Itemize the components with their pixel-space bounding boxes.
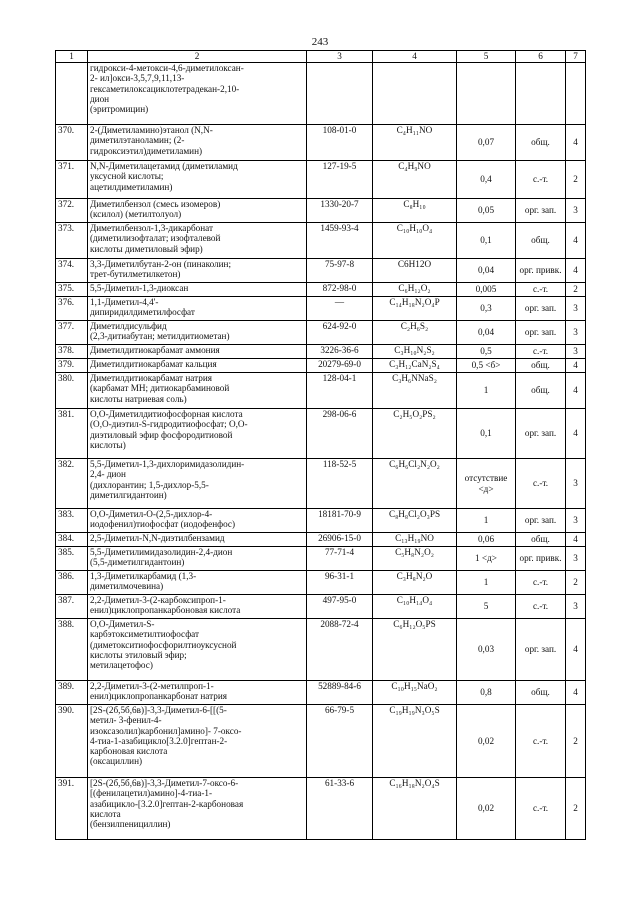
page-number: 243 (311, 36, 329, 48)
hazard-class-cell: 4 (566, 619, 586, 681)
row-number-cell: 383. (56, 509, 88, 533)
cas-number-cell: 66-79-5 (307, 705, 373, 778)
header-cell: 5 (457, 51, 516, 63)
hazard-sign-cell: с.-т. (516, 161, 566, 199)
cas-number-cell: 77-71-4 (307, 547, 373, 571)
concentration-cell: 0,4 (457, 161, 516, 199)
hazard-sign-cell: с.-т. (516, 778, 566, 840)
hazard-sign-cell: орг. зап. (516, 297, 566, 321)
hazard-class-cell: 4 (566, 223, 586, 259)
cas-number-cell: 2088-72-4 (307, 619, 373, 681)
formula-cell: C₃H₁₀N₂S₂ (373, 345, 457, 359)
row-number-cell: 384. (56, 533, 88, 547)
row-number-cell: 389. (56, 681, 88, 705)
formula-cell: C₆H₁₂O₂ (373, 283, 457, 297)
table-row (56, 533, 586, 547)
formula-cell: C₃H₆NNaS₂ (373, 373, 457, 409)
formula-cell: C₁₀H₁₀O₄ (373, 223, 457, 259)
concentration-cell: 1 (457, 373, 516, 409)
substance-name-cell: гидрокси-4-метокси-4,6-диметилоксан- 2- ил]окси-3,5,7,9,11,13- гексаметилоксациклотетрадекан-2,10- дион (эритромицин) (88, 63, 307, 125)
formula-cell (373, 63, 457, 125)
concentration-cell: 1 (457, 571, 516, 595)
cas-number-cell: 298-06-6 (307, 409, 373, 459)
formula-cell: C₁₉H₁₉N₃O₅S (373, 705, 457, 778)
formula-cell: C₆H₆Cl₂N₂O₂ (373, 459, 457, 509)
substance-name-cell: 1,3-Диметилкарбамид (1,3- диметилмочевина) (88, 571, 307, 595)
concentration-cell: 0,05 (457, 199, 516, 223)
concentration-cell: 0,02 (457, 705, 516, 778)
formula-cell: C₈H₁₀ (373, 199, 457, 223)
concentration-cell: 0,3 (457, 297, 516, 321)
table-row (56, 259, 586, 283)
cas-number-cell (307, 63, 373, 125)
concentration-cell: 0,005 (457, 283, 516, 297)
concentration-cell: 0,1 (457, 223, 516, 259)
table-row (56, 283, 586, 297)
concentration-cell: 0,1 (457, 409, 516, 459)
formula-cell: C₁₃H₁₉NO (373, 533, 457, 547)
cas-number-cell: 75-97-8 (307, 259, 373, 283)
cas-number-cell: 128-04-1 (307, 373, 373, 409)
header-cell: 3 (307, 51, 373, 63)
table-row (56, 359, 586, 373)
concentration-cell: 0,07 (457, 125, 516, 161)
hazard-sign-cell: орг. зап. (516, 409, 566, 459)
row-number-cell: 387. (56, 595, 88, 619)
row-number-cell: 381. (56, 409, 88, 459)
concentration-cell (457, 63, 516, 125)
hazard-class-cell: 3 (566, 459, 586, 509)
hazard-class-cell: 2 (566, 571, 586, 595)
concentration-cell: 0,8 (457, 681, 516, 705)
substance-name-cell: N,N-Диметилацетамид (диметиламид уксусной кислоты; ацетилдиметиламин) (88, 161, 307, 199)
row-number-cell: 390. (56, 705, 88, 778)
formula-cell: C₂H₆S₂ (373, 321, 457, 345)
table-row (56, 409, 586, 459)
substance-name-cell: Диметилбензол (смесь изомеров) (ксилол) (метилтолуол) (88, 199, 307, 223)
hazard-class-cell: 3 (566, 509, 586, 533)
hazard-class-cell: 4 (566, 373, 586, 409)
cas-number-cell: 1459-93-4 (307, 223, 373, 259)
formula-cell: C₁₀H₁₄O₄ (373, 595, 457, 619)
table-row (56, 297, 586, 321)
hazard-class-cell: 3 (566, 595, 586, 619)
hazard-class-cell: 2 (566, 778, 586, 840)
row-number-cell: 379. (56, 359, 88, 373)
formula-cell: C₁₆H₁₈N₂O₄S (373, 778, 457, 840)
table-row (56, 125, 586, 161)
hazard-class-cell: 4 (566, 359, 586, 373)
table-row (56, 345, 586, 359)
row-number-cell: 380. (56, 373, 88, 409)
concentration-cell: 1 (457, 509, 516, 533)
table-row (56, 161, 586, 199)
table-row (56, 778, 586, 840)
hazard-class-cell: 4 (566, 259, 586, 283)
hazard-sign-cell: с.-т. (516, 459, 566, 509)
table-row (56, 199, 586, 223)
hazard-sign-cell: орг. зап. (516, 199, 566, 223)
row-number-cell: 382. (56, 459, 88, 509)
table-row (56, 223, 586, 259)
row-number-cell: 373. (56, 223, 88, 259)
substance-name-cell: 3,3-Диметилбутан-2-он (пинаколин; трет-бутилметилкетон) (88, 259, 307, 283)
substance-name-cell: О,О-Диметил-S- карбэтоксиметилтиофосфат (диметокситиофосфорилтиоуксусной кислоты этиловый эфир; метилацетофос) (88, 619, 307, 681)
hazard-class-cell: 2 (566, 283, 586, 297)
formula-cell: C₄H₉NO (373, 161, 457, 199)
substance-name-cell: 5,5-Диметил-1,3-дихлоримидазолидин- 2,4- дион (дихлорантин; 1,5-дихлор-5,5- диметилгидантоин) (88, 459, 307, 509)
substance-name-cell: Диметилбензол-1,3-дикарбонат (диметилизофталат; изофталевой кислоты диметиловый эфир) (88, 223, 307, 259)
row-number-cell: 378. (56, 345, 88, 359)
hazard-sign-cell: с.-т. (516, 571, 566, 595)
substance-name-cell: 2,2-Диметил-3-(2-карбоксипроп-1- енил)циклопропанкарбоновая кислота (88, 595, 307, 619)
header-cell: 1 (56, 51, 88, 63)
hazard-class-cell (566, 63, 586, 125)
table-row (56, 63, 586, 125)
hazard-sign-cell: орг. зап. (516, 509, 566, 533)
table-row (56, 571, 586, 595)
row-number-cell: 386. (56, 571, 88, 595)
cas-number-cell: 497-95-0 (307, 595, 373, 619)
cas-number-cell: 3226-36-6 (307, 345, 373, 359)
concentration-cell: 0,5 <б> (457, 359, 516, 373)
formula-cell: C₁₀H₁₅NaO₂ (373, 681, 457, 705)
hazard-class-cell: 3 (566, 321, 586, 345)
hazard-class-cell: 4 (566, 409, 586, 459)
substance-name-cell: 5,5-Диметил-1,3-диоксан (88, 283, 307, 297)
hazard-class-cell: 4 (566, 681, 586, 705)
cas-number-cell: 1330-20-7 (307, 199, 373, 223)
row-number-cell: 377. (56, 321, 88, 345)
header-row (56, 51, 586, 63)
concentration-cell: 0,06 (457, 533, 516, 547)
cas-number-cell: 872-98-0 (307, 283, 373, 297)
hazard-class-cell: 4 (566, 533, 586, 547)
concentration-cell: 5 (457, 595, 516, 619)
hazard-sign-cell: с.-т. (516, 595, 566, 619)
table-row (56, 509, 586, 533)
cas-number-cell: 26906-15-0 (307, 533, 373, 547)
formula-cell: C6H12O (373, 259, 457, 283)
hazard-class-cell: 4 (566, 125, 586, 161)
hazard-sign-cell: общ. (516, 533, 566, 547)
header-cell: 6 (516, 51, 566, 63)
table-row (56, 705, 586, 778)
table-row (56, 321, 586, 345)
concentration-cell: отсутствие <д> (457, 459, 516, 509)
concentration-cell: 0,04 (457, 321, 516, 345)
cas-number-cell: 20279-69-0 (307, 359, 373, 373)
cas-number-cell: 624-92-0 (307, 321, 373, 345)
cas-number-cell: 127-19-5 (307, 161, 373, 199)
row-number-cell: 385. (56, 547, 88, 571)
hazard-class-cell: 3 (566, 199, 586, 223)
hazard-class-cell: 3 (566, 547, 586, 571)
formula-cell: C₅H₈N₂O₂ (373, 547, 457, 571)
row-number-cell: 371. (56, 161, 88, 199)
formula-cell: C₄H₁₁NO (373, 125, 457, 161)
header-cell: 7 (566, 51, 586, 63)
table-row (56, 595, 586, 619)
row-number-cell: 375. (56, 283, 88, 297)
hazard-sign-cell: общ. (516, 373, 566, 409)
table-row (56, 373, 586, 409)
substance-name-cell: О,О-Диметилдитиофосфорная кислота (О,О-диэтил-S-гидродитиофосфат; О,О- диэтиловый эфир фосфородитиовой кислоты) (88, 409, 307, 459)
cas-number-cell: 52889-84-6 (307, 681, 373, 705)
substance-name-cell: 2,5-Диметил-N,N-диэтилбензамид (88, 533, 307, 547)
table-row (56, 547, 586, 571)
concentration-cell: 0,04 (457, 259, 516, 283)
substance-name-cell: Диметилдитиокарбамат аммония (88, 345, 307, 359)
header-cell: 2 (88, 51, 307, 63)
substance-name-cell: [2S-(2б,5б,6в)]-3,3-Диметил-7-оксо-6- [(фенилацетил)амино]-4-тиа-1- азабицикло-[3.2.0]гептан-2-карбоновая кислота (бензилпенициллин) (88, 778, 307, 840)
hazard-sign-cell: орг. привк. (516, 259, 566, 283)
hazard-sign-cell: общ. (516, 125, 566, 161)
substance-name-cell: 2-(Диметиламино)этанол (N,N- диметилэтаноламин; (2- гидроксиэтил)диметиламин) (88, 125, 307, 161)
substance-name-cell: О,О-Диметил-О-(2,5-дихлор-4- иодофенил)тиофосфат (иодофенфос) (88, 509, 307, 533)
substance-name-cell: Диметилдисульфид (2,3-дитиабутан; метилдитиометан) (88, 321, 307, 345)
row-number-cell: 391. (56, 778, 88, 840)
hazard-sign-cell: общ. (516, 359, 566, 373)
hazard-class-cell: 2 (566, 705, 586, 778)
hazard-sign-cell: общ. (516, 223, 566, 259)
cas-number-cell: 18181-70-9 (307, 509, 373, 533)
formula-cell: C₃H₁₂CaN₂S₄ (373, 359, 457, 373)
row-number-cell: 374. (56, 259, 88, 283)
hazard-sign-cell: с.-т. (516, 345, 566, 359)
row-number-cell: 388. (56, 619, 88, 681)
concentration-cell: 0,03 (457, 619, 516, 681)
substance-name-cell: Диметилдитиокарбамат натрия (карбамат МН; дитиокарбаминовой кислоты натриевая соль) (88, 373, 307, 409)
hazard-class-cell: 2 (566, 161, 586, 199)
concentration-cell: 0,5 (457, 345, 516, 359)
row-number-cell: 372. (56, 199, 88, 223)
substances-table (55, 50, 586, 840)
formula-cell: C₂H₅O₂PS₂ (373, 409, 457, 459)
cas-number-cell: — (307, 297, 373, 321)
row-number-cell (56, 63, 88, 125)
header-cell: 4 (373, 51, 457, 63)
concentration-cell: 0,02 (457, 778, 516, 840)
formula-cell: C₈H₈Cl₂O₃PS (373, 509, 457, 533)
formula-cell: C₆H₁₂O₅PS (373, 619, 457, 681)
hazard-sign-cell: с.-т. (516, 283, 566, 297)
table-row (56, 459, 586, 509)
substance-name-cell: 5,5-Диметилимидазолидин-2,4-дион (5,5-диметилгидантоин) (88, 547, 307, 571)
substance-name-cell: 2,2-Диметил-3-(2-метилпроп-1- енил)циклопропанкарбонат натрия (88, 681, 307, 705)
cas-number-cell: 96-31-1 (307, 571, 373, 595)
hazard-sign-cell: орг. зап. (516, 321, 566, 345)
substance-name-cell: [2S-(2б,5б,6в)]-3,3-Диметил-6-[[(5- метил- 3-фенил-4- изоксазолил)карбонил]амино]- 7-оксо- 4-тиа-1-азабицикло[3.2.0]гептан-2- карбоновая кислота (оксациллин) (88, 705, 307, 778)
hazard-sign-cell (516, 63, 566, 125)
concentration-cell: 1 <д> (457, 547, 516, 571)
hazard-class-cell: 3 (566, 297, 586, 321)
hazard-sign-cell: общ. (516, 681, 566, 705)
cas-number-cell: 118-52-5 (307, 459, 373, 509)
hazard-class-cell: 3 (566, 345, 586, 359)
hazard-sign-cell: орг. привк. (516, 547, 566, 571)
cas-number-cell: 108-01-0 (307, 125, 373, 161)
table-row (56, 619, 586, 681)
formula-cell: C₃H₈N₂O (373, 571, 457, 595)
substance-name-cell: 1,1-Диметил-4,4'- дипиридилдиметилфосфат (88, 297, 307, 321)
substance-name-cell: Диметилдитиокарбамат кальция (88, 359, 307, 373)
table-row (56, 681, 586, 705)
row-number-cell: 370. (56, 125, 88, 161)
cas-number-cell: 61-33-6 (307, 778, 373, 840)
formula-cell: C₁₄H₁₈N₂O₄P (373, 297, 457, 321)
row-number-cell: 376. (56, 297, 88, 321)
hazard-sign-cell: орг. зап. (516, 619, 566, 681)
hazard-sign-cell: с.-т. (516, 705, 566, 778)
